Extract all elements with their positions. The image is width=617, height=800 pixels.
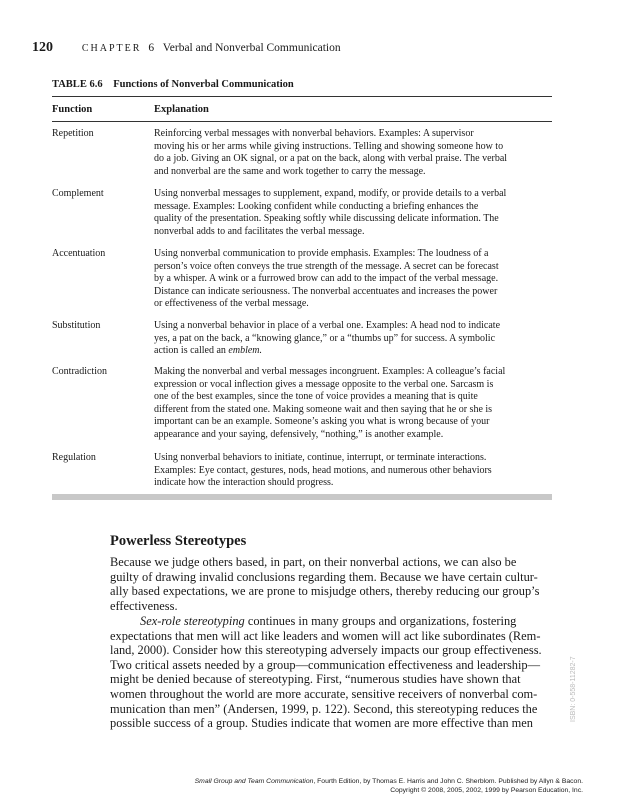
- row-explanation: Using nonverbal messages to supplement, expand, modify, or provide details to a verbal message. Examples: Looking confident while conducting a briefing enhances the quality of the presentation. Speaking softly while discussing delicate information. The nonverbal adds to and facilitates the verbal message.: [154, 188, 507, 237]
- row-explanation: Using nonverbal communication to provide emphasis. Examples: The loudness of a person’s voice often conveys the true strength of the message. A secret can be forecast by a whisper. A wink or a furrowed brow can add to the impact of the verbal message. Distance can indicate seriousness. The nonverbal accentuates and increases the power or effectiveness of the verbal message.: [154, 248, 499, 310]
- sex-role-stereotyping-term: Sex-role stereotyping: [140, 614, 245, 628]
- emblem-term: emblem.: [228, 345, 263, 357]
- paragraph-1: Because we judge others based, in part, on their nonverbal actions, we can also be guilty of drawing invalid conclusions regarding them. Because we have certain cultur- ally based expectations, we are prone to misjudge others, thereby reducing our group’s effectiveness.: [110, 555, 540, 613]
- row-explanation: Reinforcing verbal messages with nonverbal behaviors. Examples: A supervisor moving his or her arms while giving instructions. Telling and showing someone how to do a job. Giving an OK signal, or a pat on the back, along with verbal praise. The verbal and nonverbal are the same and work together to carry the message.: [154, 128, 508, 177]
- chapter-word: CHAPTER: [81, 43, 142, 54]
- column-header-function: Function: [52, 104, 93, 115]
- running-header: [32, 40, 341, 56]
- row-function: Substitution: [52, 320, 101, 331]
- table-label: TABLE 6.6: [52, 79, 103, 90]
- table-title: Functions of Nonverbal Communication: [113, 79, 294, 90]
- table-top-rule: [52, 96, 552, 97]
- chapter-title: Verbal and Nonverbal Communication: [162, 42, 341, 54]
- copyright-footer: Small Group and Team Communication, Fourth Edition, by Thomas E. Harris and John C. Sherblom. Published by Allyn & Bacon. Copyright © 2008, 2005, 2002, 1999 by Pearson Education, Inc.: [194, 778, 583, 794]
- row-function: Repetition: [52, 128, 94, 139]
- row-function: Contradiction: [52, 366, 107, 377]
- row-explanation: Making the nonverbal and verbal messages incongruent. Examples: A colleague’s facial expression or vocal inflection gives a message opposite to the verbal one. Sarcasm is one of the best examples, since the tone of voice provides a meaning that is quite different from the stated one. Making someone wait and then saying that he or she is important can be an example. Someone’s asking you what is wrong because of your appearance and your saying, defensively, “nothing,” is another example.: [154, 366, 506, 440]
- table-caption: [52, 79, 294, 90]
- row-function: Accentuation: [52, 248, 106, 259]
- section-heading: Powerless Stereotypes: [110, 533, 247, 549]
- chapter-number: 6: [148, 42, 155, 54]
- row-function: Complement: [52, 188, 104, 199]
- row-explanation: Using a nonverbal behavior in place of a verbal one. Examples: A head nod to indicate yes, a pat on the back, a “knowing glance,” or a “thumbs up” for success. A symbolic action is called an emblem.: [154, 320, 501, 357]
- table-bottom-bar: [52, 494, 552, 500]
- footer-book-title: Small Group and Team Communication: [194, 778, 314, 785]
- paragraph-2: Sex-role stereotyping continues in many groups and organizations, fostering expectations that men will act like leaders and women will act like subordinates (Rem- land, 2000). Consider how this stereotyping adversely impacts our group effectiveness. Two critical assets needed by a group—communication effectiveness and leadership— might be denied because of stereotyping. First, “numerous studies have shown that women throughout the world are more accurate, sensitive receivers of nonverbal com- munication than men” (Andersen, 1999, p. 122). Second, this stereotyping reduces the possible success of a group. Studies indicate that women are more effective than men: [110, 614, 542, 731]
- column-header-explanation: Explanation: [154, 104, 209, 115]
- isbn-watermark: ISBN: 0-558-11282-7: [570, 656, 577, 722]
- row-function: Regulation: [52, 452, 96, 463]
- page-number: 120: [32, 40, 53, 55]
- table-header-rule: [52, 121, 552, 122]
- row-explanation: Using nonverbal behaviors to initiate, continue, interrupt, or terminate interactions. Examples: Eye contact, gestures, nods, head motions, and numerous other behaviors indicate how the interaction should progress.: [154, 452, 492, 489]
